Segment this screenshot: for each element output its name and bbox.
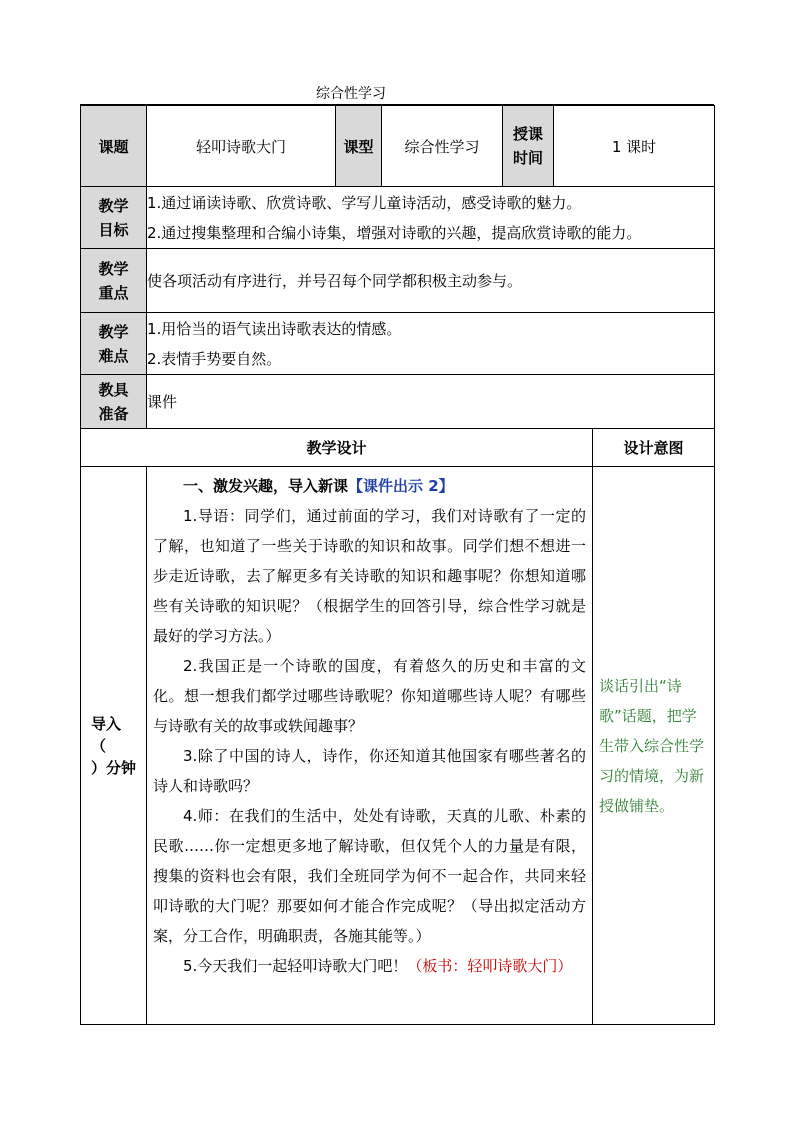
page-header: 综合性学习 xyxy=(316,86,386,102)
difficulty-label-line-2: 难点 xyxy=(98,346,129,365)
intro-design-content xyxy=(147,467,593,1025)
intro-paragraph: 4.师：在我们的生活中，处处有诗歌，天真的儿歌、朴素的民歌……你一定想更多地了解诗歌，但仅凭个人的力量是有限，搜集的资料也会有限，我们全班同学为何不一起合作，共同来轻叩诗歌的大门呢？那要如何才能合作完成呢？（导出拟定活动方案，分工合作，明确职责，各施其能等。） xyxy=(153,807,586,945)
goals-row xyxy=(81,187,715,249)
goals-label xyxy=(81,187,147,249)
focus-label-line-1: 教学 xyxy=(98,259,129,278)
intro-paragraph: 1.导语：同学们，通过前面的学习，我们对诗歌有了一定的了解，也知道了一些关于诗歌的知识和故事。同学们想不想进一步走近诗歌，去了解更多有关诗歌的知识和趣事呢？你想知道哪些有关诗歌的知识呢？（根据学生的回答引导，综合性学习就是最好的学习方法。） xyxy=(153,507,586,645)
tools-label-line-1: 教具 xyxy=(98,380,129,399)
tools-content xyxy=(147,375,715,429)
intro-heading-text: 一、激发兴趣，导入新课 xyxy=(183,477,349,495)
difficulty-item: 2.表情手势要自然。 xyxy=(147,349,282,368)
tools-label-line-2: 准备 xyxy=(98,404,129,423)
design-header-row xyxy=(81,429,715,467)
time-value: 1 课时 xyxy=(554,106,715,187)
type-label: 课型 xyxy=(336,106,382,187)
topic-value: 轻叩诗歌大门 xyxy=(147,106,336,187)
intro-label-line-3: ）分钟 xyxy=(91,758,137,777)
lesson-plan-table xyxy=(80,105,715,1025)
intent-header: 设计意图 xyxy=(593,429,715,467)
intro-paragraph: 2.我国正是一个诗歌的国度，有着悠久的历史和丰富的文化。想一想我们都学过哪些诗歌呢？你知道哪些诗人呢？有哪些与诗歌有关的故事或轶闻趣事？ xyxy=(153,657,586,735)
time-label xyxy=(503,106,554,187)
intro-label-line-2: （ xyxy=(91,736,107,755)
topic-label: 课题 xyxy=(81,106,147,187)
focus-text: 使各项活动有序进行，并号召每个同学都积极主动参与。 xyxy=(147,271,523,290)
difficulty-row xyxy=(81,313,715,375)
goals-label-line-1: 教学 xyxy=(98,196,129,215)
intro-label xyxy=(81,467,147,1025)
tools-text: 课件 xyxy=(147,392,178,411)
tools-label xyxy=(81,375,147,429)
difficulty-label-line-1: 教学 xyxy=(98,322,129,341)
intro-paragraph xyxy=(153,951,586,981)
focus-row xyxy=(81,249,715,313)
type-value: 综合性学习 xyxy=(382,106,503,187)
intro-paragraph: 3.除了中国的诗人，诗作，你还知道其他国家有哪些著名的诗人和诗歌吗？ xyxy=(153,747,586,795)
intro-intent: 谈话引出“诗歌”话题，把学生带入综合性学习的情境，为新授做铺垫。 xyxy=(593,467,715,1025)
goals-content xyxy=(147,187,715,249)
focus-label xyxy=(81,249,147,313)
focus-content xyxy=(147,249,715,313)
time-label-line-1: 授课 xyxy=(512,125,543,143)
goal-item: 2.通过搜集整理和合编小诗集，增强对诗歌的兴趣，提高欣赏诗歌的能力。 xyxy=(147,223,642,242)
design-header: 教学设计 xyxy=(81,429,593,467)
goals-label-line-2: 目标 xyxy=(98,220,129,239)
difficulty-item: 1.用恰当的语气读出诗歌表达的情感。 xyxy=(147,319,402,338)
tools-row xyxy=(81,375,715,429)
blackboard-note: （板书：轻叩诗歌大门） xyxy=(407,957,573,975)
intro-label-line-1: 导入 xyxy=(91,714,122,733)
intro-paragraph-5-text: 5.今天我们一起轻叩诗歌大门吧！ xyxy=(183,957,408,975)
courseware-tag: 【课件出示 2】 xyxy=(348,477,454,495)
goal-item: 1.通过诵读诗歌、欣赏诗歌、学写儿童诗活动，感受诗歌的魅力。 xyxy=(147,193,582,212)
difficulty-content xyxy=(147,313,715,375)
difficulty-label xyxy=(81,313,147,375)
info-row xyxy=(81,106,715,187)
focus-label-line-2: 重点 xyxy=(98,283,129,302)
intro-heading xyxy=(153,471,586,501)
intro-row xyxy=(81,467,715,1025)
time-label-line-2: 时间 xyxy=(512,149,543,167)
